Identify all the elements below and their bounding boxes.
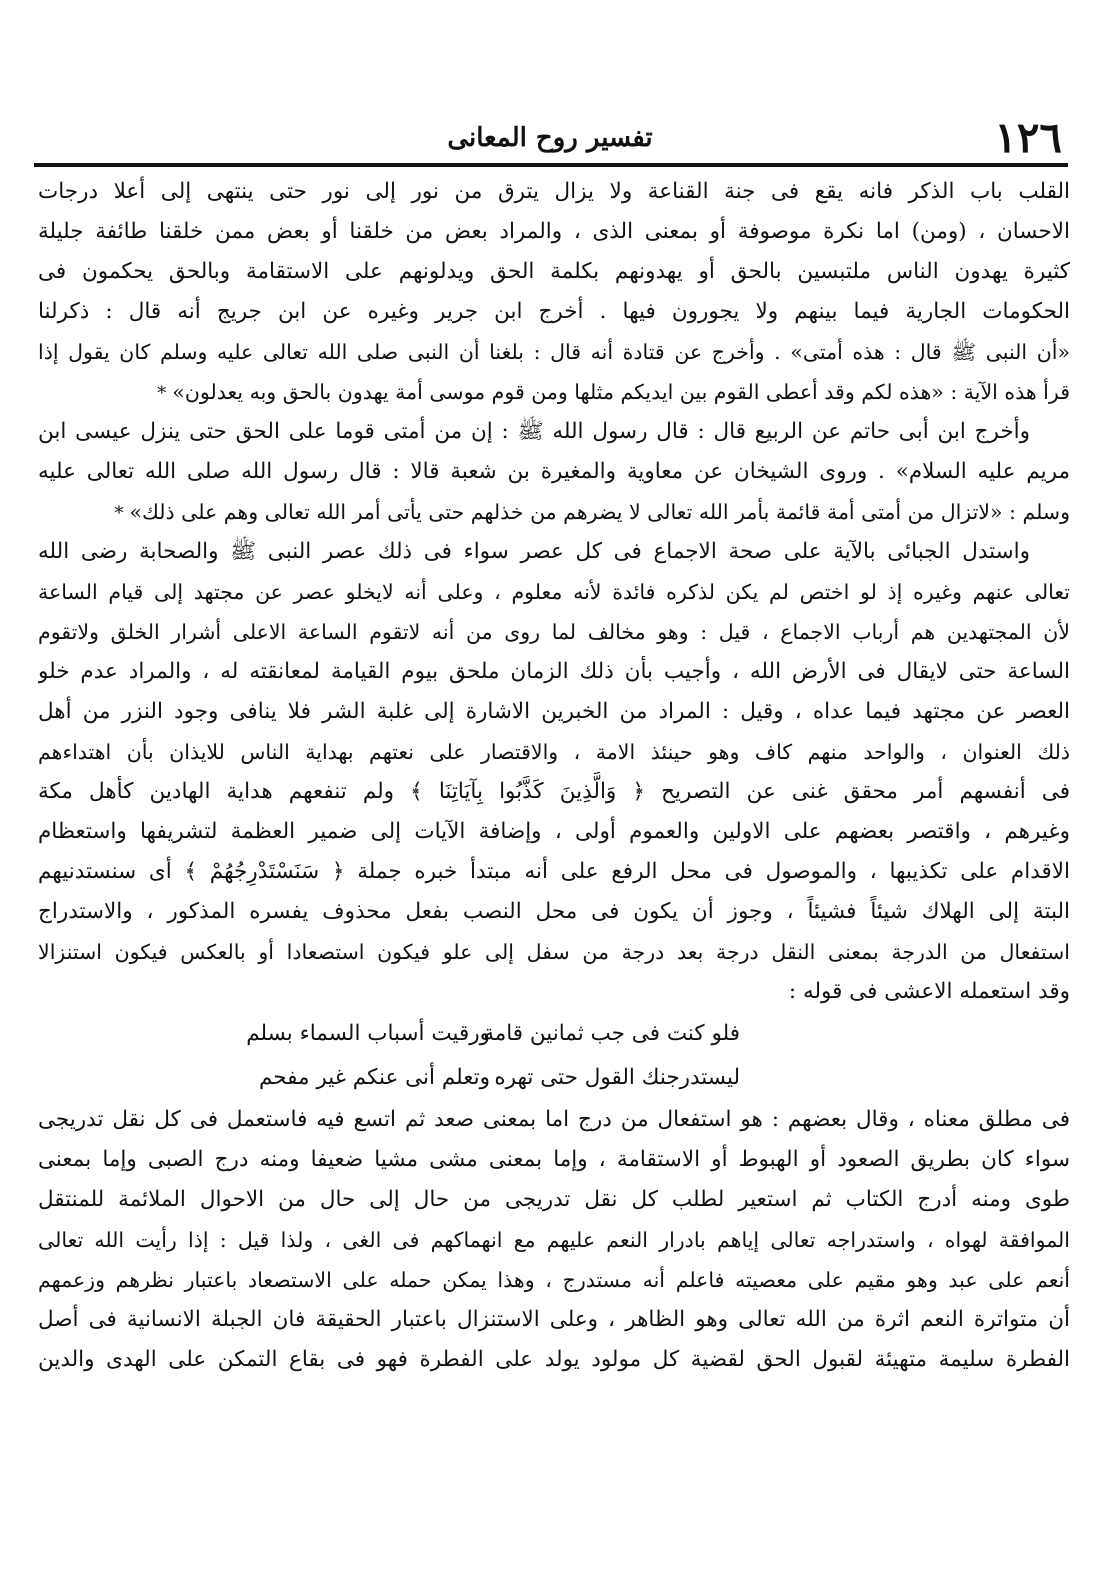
verse-hemistich-first: ليستدرجنك القول حتى تهره	[494, 1065, 740, 1090]
text-line: وقد استعمله الاعشى فى قوله :	[788, 979, 1070, 1004]
verse-line	[38, 1012, 1070, 1056]
text-line: سواء كان بطريق الصعود أو الهبوط أو الاستقامة ، وإما بمعنى مشى مشيا ضعيفا ومنه درج الصبى وإما بمعنى	[38, 1147, 1070, 1172]
text-line-content: وسلم : «لاتزال من أمتى أمة قائمة بأمر الله تعالى لا يضرهم من خذلهم حتى يأتى أمر الله تعالى وهم على ذلك»	[129, 500, 1070, 524]
text-line: «أن النبى ﷺ قال : هذه أمتى» . وأخرج عن قتادة أنه قال : بلغنا أن النبى صلى الله تعالى عليه وسلم كان يقول إذا	[38, 340, 1070, 364]
text-line-with-end-mark	[38, 372, 1070, 412]
text-line: الساعة حتى لايقال فى الأرض الله ، وأجيب بأن ذلك الزمان ملحق بيوم القيامة لمعانقته له ، والمراد عدم خلو	[38, 659, 1070, 684]
text-line: وأخرج ابن أبى حاتم عن الربيع قال : قال رسول الله ﷺ : إن من أمتى قوما على الحق حتى ينزل عيسى ابن	[38, 419, 1030, 444]
header-rule	[34, 163, 1068, 167]
text-line-content: قرأ هذه الآية : «هذه لكم وقد أعطى القوم بين ايديكم مثلها ومن قوم موسى أمة يهدون بالحق وبه يعدلون»	[172, 380, 1070, 404]
text-line: أن متواترة النعم اثرة من الله تعالى وهو الظاهر ، وعلى الاستنزال باعتبار الحقيقة فان الجبلة الانسانية فى أصل	[38, 1307, 1070, 1332]
end-mark: *	[114, 503, 124, 524]
text-line: العصر عن مجتهد فيما عداه ، وقيل : المراد من الخبرين الاشارة إلى غلبة الشر فلا ينافى وجود النزر من أهل	[38, 699, 1070, 724]
text-line: مريم عليه السلام» . وروى الشيخان عن معاوية والمغيرة بن شعبة قالا : قال رسول الله صلى الله تعالى عليه	[38, 459, 1070, 484]
verse-hemistich-second: ورقيت أسباب السماء بسلم	[246, 1021, 490, 1046]
text-line: الموافقة لهواه ، واستدراجه تعالى إياهم بادرار النعم عليهم مع انهماكهم فى الغى ، ولذا قيل : إذا رأيت الله تعالى	[38, 1228, 1070, 1252]
text-line: ذلك العنوان ، والواحد منهم كاف وهو حينئذ الامة ، والاقتصار على نعتهم بهداية الناس للايذان بأن اهتداءهم	[38, 740, 1070, 764]
text-line: الاقدام على تكذيبها ، والموصول فى محل الرفع على أنه مبتدأ خبره جملة ﴿ سَنَسْتَدْرِجُهُمْ ﴾ أى سنستدنيهم	[38, 859, 1070, 884]
page-header	[34, 108, 1066, 168]
text-line: الفطرة سليمة متهيئة لقبول الحق لقضية كل مولود يولد على الفطرة فهو فى بقاع التمكن على الهدى والدين	[38, 1347, 1070, 1372]
text-line: القلب باب الذكر فانه يقع فى جنة القناعة ولا يزال يترق من نور إلى نور حتى ينتهى إلى أعلا درجات	[38, 179, 1070, 204]
verse-line	[38, 1056, 1070, 1100]
text-line: استفعال من الدرجة بمعنى النقل درجة بعد درجة من سفل إلى علو فيكون استصعادا أو بالعكس فيكون استنزالا	[38, 940, 1070, 964]
page-body	[38, 172, 1070, 1380]
text-line: فى أنفسهم أمر محقق غنى عن التصريح ﴿ وَالَّذِينَ كَذَّبُوا بِآيَاتِنَا ﴾ ولم تنفعهم هداية الهادين كأهل مكة	[38, 779, 1070, 804]
text-line: وغيرهم ، واقتصر بعضهم على الاولين والعموم أولى ، وإضافة الآيات إلى ضمير العظمة لتشريفها واستعظام	[38, 819, 1070, 844]
text-line-with-end-mark	[38, 492, 1070, 532]
text-line: لأن المجتهدين هم أرباب الاجماع ، قيل : وهو مخالف لما روى من أنه لاتقوم الساعة الاعلى أشرار الخلق ولاتقوم	[38, 620, 1070, 644]
page-number: ١٢٦	[994, 113, 1062, 162]
text-line: فى مطلق معناه ، وقال بعضهم : هو استفعال من درج اما بمعنى صعد ثم اتسع فيه فاستعمل فى كل نقل تدريجى	[38, 1107, 1070, 1132]
text-line: طوى ومنه أدرج الكتاب ثم استعير لطلب كل نقل تدريجى من حال إلى حال من الاحوال الملائمة للمنتقل	[38, 1187, 1070, 1212]
verse-hemistich-first: فلو كنت فى جب ثمانين قامة	[483, 1021, 740, 1046]
running-title: تفسير روح المعانى	[447, 123, 653, 153]
verse-hemistich-second: وتعلم أنى عنكم غير مفحم	[258, 1065, 490, 1090]
text-line: تعالى عنهم وغيره إذ لو اختص لم يكن لذكره فائدة لأنه معلوم ، وعلى أنه لايخلو عصر عن مجتهد إلى قيام الساعة	[38, 580, 1070, 604]
text-line: واستدل الجبائى بالآية على صحة الاجماع فى كل عصر سواء فى ذلك عصر النبى ﷺ والصحابة رضى الله	[38, 539, 1030, 564]
text-line: أنعم على عبد وهو مقيم على معصيته فاعلم أنه مستدرج ، وهذا يمكن حمله على الاستصعاد باعتبار نظرهم وزعمهم	[38, 1268, 1070, 1292]
end-mark: *	[157, 383, 167, 404]
text-line: الحكومات الجارية فيما بينهم ولا يجورون فيها . أخرج ابن جرير وغيره عن ابن جريج أنه قال : ذكرلنا	[38, 299, 1070, 324]
text-line: الاحسان ، (ومن) اما نكرة موصوفة أو بمعنى الذى ، والمراد بعض من خلقنا أو بعض ممن خلقنا طائفة جليلة	[38, 219, 1070, 244]
text-line: كثيرة يهدون الناس ملتبسين بالحق أو يهدونهم بكلمة الحق ويدلونهم على الاستقامة وبالحق يحكمون فى	[38, 259, 1070, 284]
text-line: البتة إلى الهلاك شيئاً فشيئاً ، وجوز أن يكون فى محل النصب بفعل محذوف يفسره المذكور ، والاستدراج	[38, 899, 1070, 924]
